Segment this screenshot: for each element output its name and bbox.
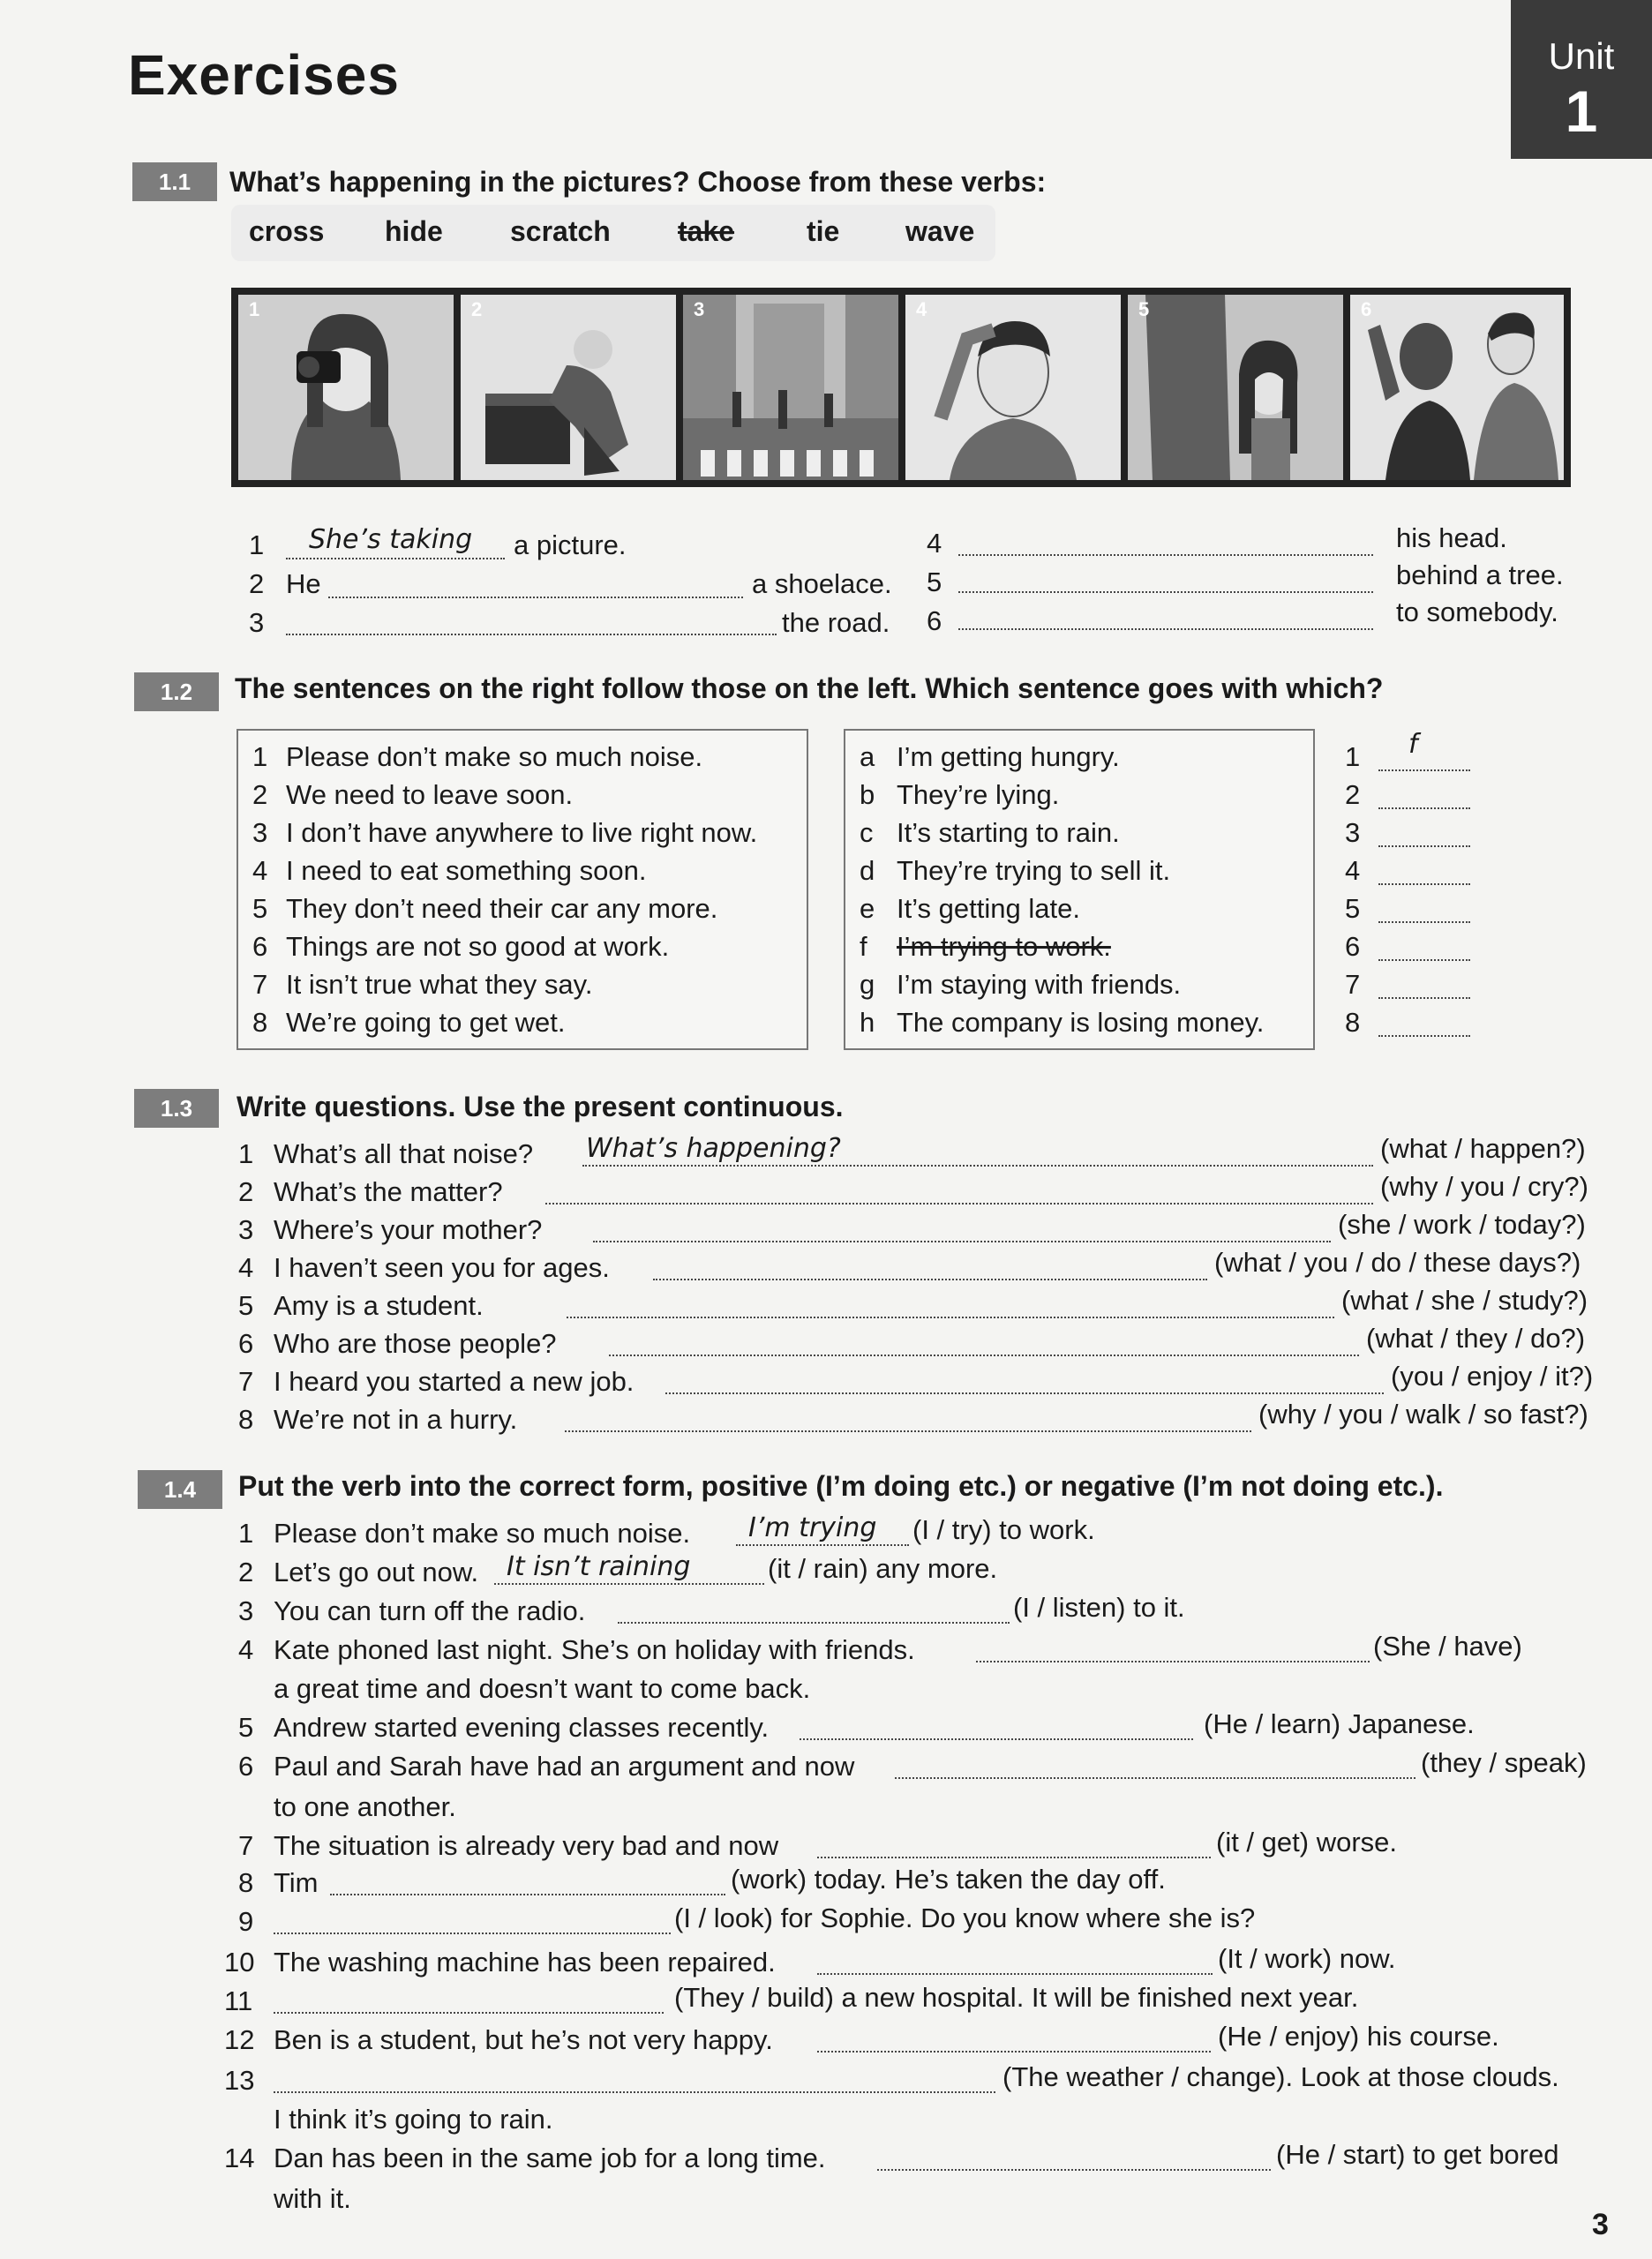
question-num: 6 (238, 1328, 254, 1359)
item-text: Ben is a student, but he’s not very happy. (274, 2024, 773, 2055)
right-sentences-box (844, 729, 1315, 1050)
question-blank[interactable] (565, 1430, 1251, 1432)
item-text: You can turn off the radio. (274, 1595, 586, 1626)
verb-box (231, 205, 995, 261)
left-sentence-text: It isn’t true what they say. (286, 969, 593, 1000)
right-sentence-letter: b (860, 779, 875, 810)
item-blank[interactable] (976, 1661, 1370, 1662)
item-blank[interactable] (817, 1857, 1211, 1858)
exercise-1-1-heading: What’s happening in the pictures? Choose from these verbs: (229, 166, 1047, 198)
ex1-item-6-blank[interactable] (958, 628, 1373, 630)
left-sentences-box (237, 729, 808, 1050)
right-sentence-letter: f (860, 931, 867, 962)
left-sentence-num: 1 (252, 741, 268, 772)
question-num: 2 (238, 1176, 254, 1207)
question-num: 3 (238, 1214, 254, 1245)
picture-strip (231, 288, 1571, 487)
item-cue: (The weather / change). Look at those clouds. (1002, 2061, 1559, 2092)
left-sentence-text: We need to leave soon. (286, 779, 574, 810)
answer-num: 7 (1345, 969, 1361, 1000)
right-sentence-text: It’s getting late. (897, 893, 1080, 924)
answer-handwritten[interactable]: f (1408, 729, 1418, 760)
left-sentence-num: 4 (252, 855, 268, 886)
ex1-item-1-answer[interactable]: She’s taking (309, 524, 473, 555)
answer-blank[interactable] (1378, 997, 1470, 999)
answer-num: 8 (1345, 1007, 1361, 1038)
item-text: Tim (274, 1867, 319, 1898)
item-cue: (She / have) (1373, 1631, 1522, 1662)
left-sentence-text: They don’t need their car any more. (286, 893, 718, 924)
item-num: 7 (238, 1830, 254, 1861)
item-blank[interactable] (895, 1777, 1415, 1779)
question-blank[interactable] (653, 1279, 1207, 1280)
verb-hide: hide (385, 215, 443, 247)
answer-blank[interactable] (1378, 1035, 1470, 1037)
left-sentence-num: 5 (252, 893, 268, 924)
left-sentence-text: Please don’t make so much noise. (286, 741, 703, 772)
right-sentence-text: The company is losing money. (897, 1007, 1265, 1038)
answer-blank[interactable] (1378, 845, 1470, 847)
right-sentence-letter: a (860, 741, 875, 772)
right-sentence-letter: h (860, 1007, 875, 1038)
ex1-item-1-suffix: a picture. (514, 529, 627, 560)
picture-2 (461, 295, 676, 480)
question-cue: (what / they / do?) (1366, 1323, 1586, 1354)
item-text: Andrew started evening classes recently. (274, 1712, 770, 1743)
question-context: Who are those people? (274, 1328, 557, 1359)
item-text: The washing machine has been repaired. (274, 1947, 776, 1978)
left-sentence-num: 2 (252, 779, 268, 810)
question-num: 4 (238, 1252, 254, 1283)
people-crossing-road-illustration (683, 295, 898, 480)
exercise-badge-1-4: 1.4 (138, 1470, 222, 1509)
question-num: 8 (238, 1404, 254, 1435)
exercise-badge-1-3: 1.3 (134, 1089, 219, 1128)
item-text: Please don’t make so much noise. (274, 1518, 691, 1549)
question-context: I haven’t seen you for ages. (274, 1252, 610, 1283)
right-sentence-letter: g (860, 969, 875, 1000)
item-cue: (He / learn) Japanese. (1204, 1708, 1475, 1739)
exercise-1-3-heading: Write questions. Use the present continuous. (237, 1091, 844, 1122)
picture-6 (1350, 295, 1564, 480)
man-scratching-head-illustration (905, 295, 1121, 480)
verb-cross: cross (249, 215, 325, 247)
exercise-badge-1-1: 1.1 (132, 162, 217, 201)
question-cue: (what / happen?) (1380, 1133, 1586, 1164)
item-blank[interactable] (274, 2091, 995, 2093)
item-blank[interactable] (618, 1622, 1010, 1624)
left-sentence-text: Things are not so good at work. (286, 931, 670, 962)
item-num: 4 (238, 1634, 254, 1665)
picture-number: 2 (471, 298, 483, 320)
exercise-1-4-heading: Put the verb into the correct form, positive (I’m doing etc.) or negative (I’m not doing etc.). (238, 1470, 1444, 1502)
question-cue: (what / she / study?) (1341, 1285, 1588, 1316)
answer-num: 3 (1345, 817, 1361, 848)
item-continuation: a great time and doesn’t want to come back. (274, 1673, 811, 1704)
item-cue: (He / start) to get bored (1276, 2139, 1559, 2170)
item-cue: (It / work) now. (1218, 1943, 1396, 1974)
ex1-item-2-suffix: a shoelace. (752, 568, 892, 599)
answer-num: 2 (1345, 779, 1361, 810)
item-continuation: I think it’s going to rain. (274, 2104, 553, 2135)
item-num: 5 (238, 1712, 254, 1743)
item-num: 12 (224, 2024, 255, 2055)
question-context: What’s all that noise? (274, 1138, 534, 1169)
left-sentence-text: I don’t have anywhere to live right now. (286, 817, 758, 848)
question-num: 5 (238, 1290, 254, 1321)
woman-behind-tree-illustration (1128, 295, 1343, 480)
item-blank[interactable] (800, 1738, 1193, 1740)
picture-number: 6 (1361, 298, 1372, 320)
question-cue: (what / you / do / these days?) (1214, 1247, 1581, 1278)
answer-blank[interactable] (1378, 921, 1470, 923)
item-continuation: with it. (274, 2183, 351, 2214)
item-blank[interactable] (817, 2051, 1211, 2053)
verb-scratch: scratch (510, 215, 611, 247)
man-tying-shoelace-illustration (461, 295, 676, 480)
unit-number: 1 (1565, 79, 1598, 144)
woman-camera-illustration (238, 295, 454, 480)
answer-blank[interactable] (1378, 807, 1470, 809)
ex1-item-2-prefix: He (286, 568, 321, 599)
ex1-item-3-suffix: the road. (782, 607, 890, 638)
left-sentence-num: 3 (252, 817, 268, 848)
item-blank[interactable] (274, 2012, 664, 2014)
question-cue: (you / enjoy / it?) (1391, 1361, 1594, 1392)
item-num: 2 (238, 1557, 254, 1587)
page-title: Exercises (128, 43, 400, 107)
question-cue: (she / work / today?) (1338, 1209, 1586, 1240)
item-answer[interactable]: It isn’t raining (507, 1551, 691, 1582)
item-num: 1 (238, 1518, 254, 1549)
right-sentence-text: It’s starting to rain. (897, 817, 1120, 848)
ex1-item-5-num: 5 (927, 567, 942, 597)
question-num: 1 (238, 1138, 254, 1169)
left-sentence-num: 6 (252, 931, 268, 962)
question-context: What’s the matter? (274, 1176, 503, 1207)
item-blank[interactable] (274, 1933, 671, 1934)
ex1-item-4-suffix: his head. (1396, 522, 1507, 553)
question-blank[interactable] (545, 1203, 1373, 1205)
picture-4 (905, 295, 1121, 480)
question-blank[interactable] (593, 1241, 1331, 1242)
ex1-item-6-suffix: to somebody. (1396, 597, 1558, 627)
item-blank[interactable] (736, 1544, 909, 1546)
item-answer[interactable]: I’m trying (748, 1512, 877, 1543)
right-sentence-letter: e (860, 893, 875, 924)
picture-1 (238, 295, 454, 480)
left-sentence-num: 8 (252, 1007, 268, 1038)
question-cue: (why / you / walk / so fast?) (1258, 1399, 1588, 1430)
right-sentence-text: They’re trying to sell it. (897, 855, 1171, 886)
answer-blank[interactable] (1378, 769, 1470, 771)
item-text: The situation is already very bad and now (274, 1830, 779, 1861)
unit-tab (1511, 0, 1652, 159)
item-num: 8 (238, 1867, 254, 1898)
question-cue: (why / you / cry?) (1380, 1171, 1588, 1202)
people-waving-illustration (1350, 295, 1564, 480)
picture-number: 3 (694, 298, 705, 320)
ex1-item-4-blank[interactable] (958, 554, 1373, 556)
exercise-badge-1-2: 1.2 (134, 672, 219, 711)
item-cue: (it / rain) any more. (768, 1553, 998, 1584)
right-sentence-text: I’m getting hungry. (897, 741, 1120, 772)
question-blank[interactable] (567, 1317, 1334, 1318)
ex1-item-5-suffix: behind a tree. (1396, 559, 1564, 590)
ex1-item-3-num: 3 (249, 607, 265, 638)
question-context: Amy is a student. (274, 1290, 484, 1321)
answer-num: 6 (1345, 931, 1361, 962)
item-cue: (They / build) a new hospital. It will be finished next year. (674, 1982, 1359, 2013)
left-sentence-text: We’re going to get wet. (286, 1007, 566, 1038)
item-text: Paul and Sarah have had an argument and now (274, 1751, 855, 1782)
question-answer[interactable]: What’s happening? (586, 1133, 841, 1164)
item-blank[interactable] (330, 1894, 725, 1895)
left-sentence-text: I need to eat something soon. (286, 855, 647, 886)
answer-num: 1 (1345, 741, 1361, 772)
right-sentence-letter: c (860, 817, 874, 848)
right-sentence-letter: d (860, 855, 875, 886)
item-blank[interactable] (817, 1973, 1213, 1975)
item-num: 11 (224, 1985, 253, 2016)
answer-num: 4 (1345, 855, 1361, 886)
verb-take: take (678, 215, 735, 247)
item-cue: (I / look) for Sophie. Do you know where she is? (674, 1903, 1256, 1933)
question-blank[interactable] (582, 1165, 1373, 1167)
answer-num: 5 (1345, 893, 1361, 924)
item-num: 9 (238, 1906, 254, 1937)
item-num: 6 (238, 1751, 254, 1782)
ex1-item-2-blank[interactable] (328, 597, 743, 598)
item-num: 13 (224, 2065, 255, 2096)
item-cue: (it / get) worse. (1216, 1827, 1397, 1857)
ex1-item-3-blank[interactable] (286, 634, 777, 635)
right-sentence-text: I’m staying with friends. (897, 969, 1182, 1000)
picture-number: 4 (916, 298, 927, 320)
ex1-item-4-num: 4 (927, 528, 942, 559)
item-cue: (I / try) to work. (912, 1514, 1095, 1545)
answer-blank[interactable] (1378, 959, 1470, 961)
question-blank[interactable] (609, 1355, 1359, 1356)
item-text: Let’s go out now. (274, 1557, 479, 1587)
question-blank[interactable] (665, 1392, 1384, 1394)
item-continuation: to one another. (274, 1791, 456, 1822)
item-cue: (work) today. He’s taken the day off. (731, 1864, 1166, 1895)
answer-blank[interactable] (1378, 883, 1470, 885)
verb-wave: wave (905, 215, 975, 247)
unit-label: Unit (1548, 35, 1615, 77)
item-cue: (I / listen) to it. (1013, 1592, 1185, 1623)
ex1-item-6-num: 6 (927, 605, 942, 636)
exercise-1-2-heading: The sentences on the right follow those on the left. Which sentence goes with which? (235, 672, 1384, 704)
item-text: Kate phoned last night. She’s on holiday with friends. (274, 1634, 915, 1665)
left-sentence-num: 7 (252, 969, 268, 1000)
item-num: 14 (224, 2143, 255, 2173)
question-num: 7 (238, 1366, 254, 1397)
picture-number: 1 (249, 298, 260, 320)
item-cue: (He / enjoy) his course. (1218, 2021, 1499, 2052)
item-num: 10 (224, 1947, 255, 1978)
page-number: 3 (1592, 2208, 1609, 2241)
picture-5 (1128, 295, 1343, 480)
ex1-item-1-blank[interactable] (286, 558, 505, 559)
item-text: Dan has been in the same job for a long time. (274, 2143, 826, 2173)
picture-number: 5 (1138, 298, 1150, 320)
ex1-item-1-num: 1 (249, 529, 265, 560)
picture-3 (683, 295, 898, 480)
question-context: Where’s your mother? (274, 1214, 543, 1245)
right-sentence-text: They’re lying. (897, 779, 1060, 810)
item-cue: (they / speak) (1421, 1747, 1587, 1778)
question-context: We’re not in a hurry. (274, 1404, 518, 1435)
ex1-item-2-num: 2 (249, 568, 265, 599)
item-blank[interactable] (494, 1583, 764, 1585)
item-num: 3 (238, 1595, 254, 1626)
question-context: I heard you started a new job. (274, 1366, 635, 1397)
item-blank[interactable] (877, 2169, 1271, 2171)
right-sentence-text: I’m trying to work. (897, 931, 1111, 962)
ex1-item-5-blank[interactable] (958, 591, 1373, 593)
verb-tie: tie (807, 215, 840, 247)
